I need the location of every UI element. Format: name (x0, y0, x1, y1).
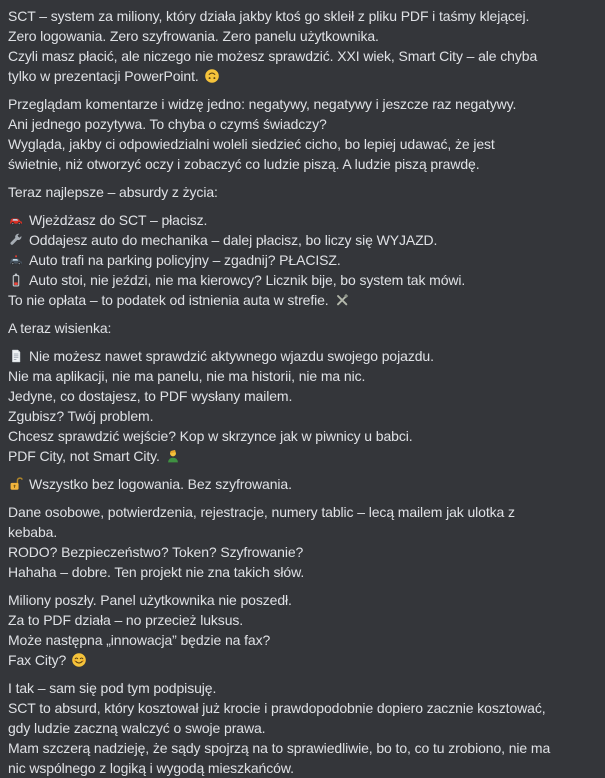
line-text: Chcesz sprawdzić wejście? Kop w skrzynce jak w piwnicy u babci. (8, 428, 413, 444)
text-line (8, 718, 597, 738)
text-line (8, 474, 597, 494)
text-line (8, 26, 597, 46)
text-line (8, 522, 597, 542)
text-line (8, 562, 597, 582)
text-line (8, 426, 597, 446)
paragraph (8, 6, 597, 86)
paragraph (8, 678, 597, 778)
line-text: tylko w prezentacji PowerPoint. (8, 68, 199, 84)
line-text: Miliony poszły. Panel użytkownika nie poszedł. (8, 592, 292, 608)
text-line (8, 758, 597, 778)
page-emoji (8, 348, 24, 364)
text-line (8, 270, 597, 290)
line-text: Jedyne, co dostajesz, to PDF wysłany mailem. (8, 388, 293, 404)
line-text: świetnie, niż otworzyć oczy i zobaczyć co ludzie piszą. A ludzie piszą prawdę. (8, 156, 480, 172)
line-text: Fax City? (8, 652, 67, 668)
text-line (8, 446, 597, 466)
line-text: kebaba. (8, 524, 58, 540)
text-line (8, 698, 597, 718)
line-text: PDF City, not Smart City. (8, 448, 160, 464)
line-text: Nie możesz nawet sprawdzić aktywnego wjazdu swojego pojazdu. (29, 348, 434, 364)
text-line (8, 630, 597, 650)
line-text: Wygląda, jakby ci odpowiedzialni woleli siedzieć cicho, bo lepiej udawać, że jest (8, 136, 495, 152)
text-line (8, 66, 597, 86)
line-text: Hahaha – dobre. Ten projekt nie zna takich słów. (8, 564, 305, 580)
paragraph (8, 210, 597, 310)
text-line (8, 386, 597, 406)
line-text: RODO? Bezpieczeństwo? Token? Szyfrowanie? (8, 544, 304, 560)
line-text: Auto trafi na parking policyjny – zgadnij? PŁACISZ. (29, 252, 341, 268)
text-line (8, 134, 597, 154)
text-line (8, 290, 597, 310)
paragraph (8, 318, 597, 338)
line-text: Auto stoi, nie jeździ, nie ma kierowcy? Licznik bije, bo system tak mówi. (29, 272, 466, 288)
smiling-face-emoji (71, 652, 87, 668)
text-line (8, 678, 597, 698)
low-battery-emoji (8, 272, 24, 288)
text-line (8, 346, 597, 366)
paragraph (8, 590, 597, 670)
unlocked-padlock-emoji (8, 476, 24, 492)
text-line (8, 366, 597, 386)
paragraph (8, 94, 597, 174)
line-text: Może następna „innowacja” będzie na fax? (8, 632, 271, 648)
facepalm-emoji (165, 448, 181, 464)
line-text: Za to PDF działa – no przecież luksus. (8, 612, 244, 628)
line-text: Przeglądam komentarze i widzę jedno: negatywy, negatywy i jeszcze raz negatywy. (8, 96, 517, 112)
text-line (8, 738, 597, 758)
paragraph (8, 346, 597, 466)
line-text: nic wspólnego z logiką i wygodą mieszkańców. (8, 760, 294, 776)
text-line (8, 154, 597, 174)
paragraph (8, 474, 597, 494)
line-text: Ani jednego pozytywa. To chyba o czymś świadczy? (8, 116, 327, 132)
text-line (8, 94, 597, 114)
line-text: Zgubisz? Twój problem. (8, 408, 154, 424)
police-car-emoji (8, 252, 24, 268)
text-line (8, 650, 597, 670)
text-line (8, 230, 597, 250)
line-text: Nie ma aplikacji, nie ma panelu, nie ma historii, nie ma nic. (8, 368, 366, 384)
line-text: Czyli masz płacić, ale niczego nie możesz sprawdzić. XXI wiek, Smart City – ale chyba (8, 48, 538, 64)
line-text: Wjeżdżasz do SCT – płacisz. (29, 212, 208, 228)
text-line (8, 318, 597, 338)
text-line (8, 46, 597, 66)
line-text: A teraz wisienka: (8, 320, 112, 336)
line-text: SCT to absurd, który kosztował już krocie i prawdopodobnie dopiero zacznie kosztować, (8, 700, 546, 716)
text-line (8, 6, 597, 26)
paragraph (8, 502, 597, 582)
text-line (8, 406, 597, 426)
text-line (8, 610, 597, 630)
line-text: Wszystko bez logowania. Bez szyfrowania. (29, 476, 292, 492)
line-text: To nie opłata – to podatek od istnienia auta w strefie. (8, 292, 329, 308)
text-line (8, 542, 597, 562)
line-text: SCT – system za miliony, który działa jakby ktoś go skleił z pliku PDF i taśmy klejącej. (8, 8, 530, 24)
hammer-and-wrench-emoji (334, 292, 350, 308)
line-text: Mam szczerą nadzieję, że sądy spojrzą na to sprawiedliwie, bo to, co tu zrobiono, nie ma (8, 740, 551, 756)
line-text: gdy ludzie zaczną walczyć o swoje prawa. (8, 720, 266, 736)
text-line (8, 590, 597, 610)
wrench-emoji (8, 232, 24, 248)
text-line (8, 210, 597, 230)
text-line (8, 182, 597, 202)
upside-down-face-emoji (204, 68, 220, 84)
line-text: I tak – sam się pod tym podpisuję. (8, 680, 217, 696)
red-car-emoji (8, 212, 24, 228)
paragraph (8, 182, 597, 202)
text-line (8, 502, 597, 522)
text-line (8, 250, 597, 270)
line-text: Dane osobowe, potwierdzenia, rejestracje, numery tablic – lecą mailem jak ulotka z (8, 504, 515, 520)
line-text: Oddajesz auto do mechanika – dalej płacisz, bo liczy się WYJAZD. (29, 232, 438, 248)
text-line (8, 114, 597, 134)
line-text: Teraz najlepsze – absurdy z życia: (8, 184, 218, 200)
line-text: Zero logowania. Zero szyfrowania. Zero panelu użytkownika. (8, 28, 379, 44)
